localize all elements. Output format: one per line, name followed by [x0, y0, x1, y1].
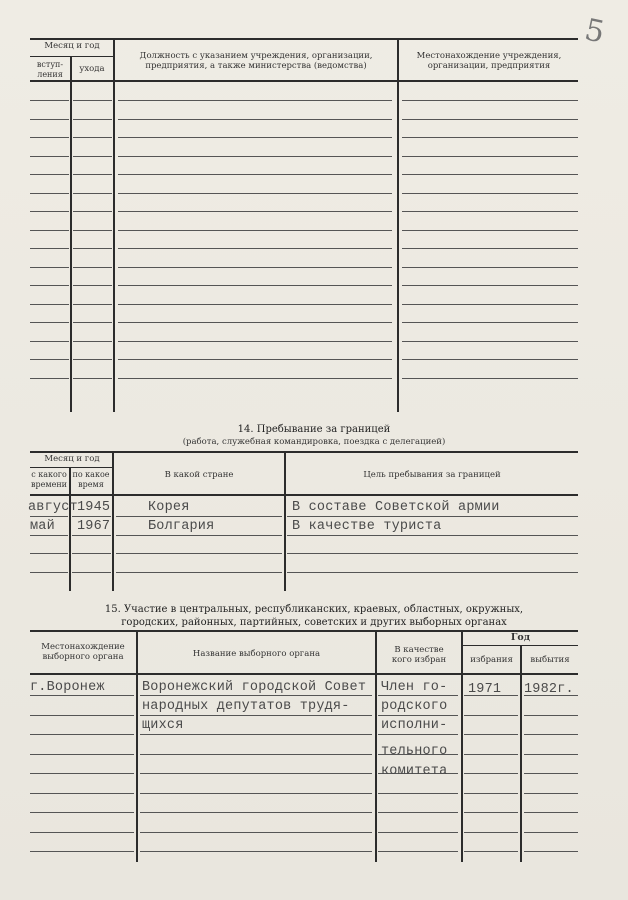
ruled-line — [72, 516, 111, 517]
abroad-from: август — [28, 500, 78, 515]
ruled-line — [140, 754, 372, 755]
ruled-line — [30, 715, 134, 716]
ruled-line — [116, 553, 282, 554]
left-year: 1982г. — [524, 682, 574, 697]
ruled-line — [464, 793, 518, 794]
ruled-line — [118, 304, 392, 305]
ruled-line — [30, 211, 69, 212]
ruled-line — [72, 535, 111, 536]
ruled-line — [118, 322, 392, 323]
ruled-line — [287, 516, 578, 517]
ruled-line — [30, 137, 69, 138]
ruled-line — [524, 715, 578, 716]
ruled-line — [118, 341, 392, 342]
ruled-line — [72, 572, 111, 573]
ruled-line — [30, 695, 134, 696]
ruled-line — [118, 230, 392, 231]
ruled-line — [402, 267, 578, 268]
ruled-line — [524, 793, 578, 794]
ruled-line — [402, 304, 578, 305]
ruled-line — [73, 359, 112, 360]
ruled-line — [30, 230, 69, 231]
elected-capacity-header: В качестве кого избран — [391, 645, 447, 665]
ruled-line — [30, 119, 69, 120]
ruled-line — [30, 851, 134, 852]
ruled-line — [30, 793, 134, 794]
ruled-line — [73, 378, 112, 379]
ruled-line — [402, 285, 578, 286]
col-purpose-header: Цель пребывания за границей — [363, 470, 501, 480]
ruled-line — [30, 572, 68, 573]
ruled-line — [73, 119, 112, 120]
ruled-line — [30, 341, 69, 342]
ruled-line — [30, 304, 69, 305]
ruled-line — [402, 174, 578, 175]
ruled-line — [402, 119, 578, 120]
ruled-line — [116, 516, 282, 517]
elected-capacity-line: комитета — [381, 764, 448, 779]
ruled-line — [73, 230, 112, 231]
col-from-header: с какого времени — [31, 470, 67, 489]
ruled-line — [402, 193, 578, 194]
ruled-line — [72, 553, 111, 554]
ruled-line — [140, 695, 372, 696]
ruled-line — [118, 378, 392, 379]
ruled-line — [140, 793, 372, 794]
ruled-line — [140, 851, 372, 852]
ruled-line — [73, 100, 112, 101]
ruled-line — [118, 267, 392, 268]
left-year-header: выбытия — [530, 655, 570, 665]
page-number: 5 — [581, 12, 608, 51]
ruled-line — [30, 832, 134, 833]
elected-name-line: народных депутатов трудя- — [142, 699, 350, 714]
ruled-line — [378, 715, 458, 716]
elected-location: г.Воронеж — [30, 680, 105, 695]
ruled-line — [118, 156, 392, 157]
ruled-line — [73, 193, 112, 194]
ruled-line — [30, 516, 68, 517]
ruled-line — [30, 359, 69, 360]
ruled-line — [140, 734, 372, 735]
ruled-line — [118, 174, 392, 175]
ruled-line — [464, 832, 518, 833]
ruled-line — [140, 715, 372, 716]
elected-name-line: щихся — [142, 718, 184, 733]
section14-title: 14. Пребывание за границей — [237, 424, 391, 435]
ruled-line — [30, 248, 69, 249]
ruled-line — [378, 734, 458, 735]
ruled-line — [118, 193, 392, 194]
ruled-line — [402, 100, 578, 101]
elected-year-header: избрания — [470, 655, 513, 665]
ruled-line — [140, 773, 372, 774]
section15-title-line2: городских, районных, партийных, советских и других выборных органах — [121, 617, 507, 628]
ruled-line — [402, 359, 578, 360]
ruled-line — [30, 285, 69, 286]
ruled-line — [378, 832, 458, 833]
ruled-line — [402, 378, 578, 379]
ruled-line — [30, 193, 69, 194]
ruled-line — [73, 248, 112, 249]
elected-capacity-line: исполни- — [381, 718, 448, 733]
ruled-line — [402, 211, 578, 212]
abroad-month-year-header: Месяц и год — [44, 454, 100, 464]
ruled-line — [402, 230, 578, 231]
col-location-header: Местонахождение учреждения, организации, предприятия — [416, 51, 562, 71]
ruled-line — [287, 535, 578, 536]
ruled-line — [378, 812, 458, 813]
abroad-country: Болгария — [148, 519, 215, 534]
col-country-header: В какой стране — [164, 470, 234, 480]
ruled-line — [524, 832, 578, 833]
abroad-purpose: В составе Советской армии — [292, 500, 500, 515]
col-exit-header: ухода — [79, 64, 105, 74]
section15-title-line1: 15. Участие в центральных, республиканских, краевых, областных, окружных, — [104, 604, 524, 615]
ruled-line — [118, 211, 392, 212]
ruled-line — [73, 285, 112, 286]
ruled-line — [378, 695, 458, 696]
ruled-line — [402, 341, 578, 342]
ruled-line — [116, 572, 282, 573]
ruled-line — [378, 793, 458, 794]
ruled-line — [524, 812, 578, 813]
ruled-line — [524, 754, 578, 755]
ruled-line — [287, 572, 578, 573]
ruled-line — [464, 734, 518, 735]
ruled-line — [73, 304, 112, 305]
ruled-line — [30, 100, 69, 101]
section14-subtitle: (работа, служебная командировка, поездка с делегацией) — [182, 437, 446, 447]
abroad-from: май — [30, 519, 55, 534]
elected-year: 1971 — [468, 682, 502, 697]
ruled-line — [464, 754, 518, 755]
ruled-line — [464, 812, 518, 813]
ruled-line — [118, 100, 392, 101]
ruled-line — [30, 174, 69, 175]
ruled-line — [118, 285, 392, 286]
ruled-line — [118, 137, 392, 138]
elected-name-header: Название выборного органа — [192, 649, 321, 659]
year-header: Год — [510, 632, 531, 643]
ruled-line — [73, 322, 112, 323]
ruled-line — [378, 851, 458, 852]
ruled-line — [464, 851, 518, 852]
col-to-header: по какое время — [72, 470, 110, 489]
ruled-line — [118, 359, 392, 360]
ruled-line — [524, 734, 578, 735]
ruled-line — [73, 174, 112, 175]
ruled-line — [30, 156, 69, 157]
abroad-purpose: В качестве туриста — [292, 519, 442, 534]
ruled-line — [30, 754, 134, 755]
ruled-line — [402, 248, 578, 249]
ruled-line — [287, 553, 578, 554]
col-position-header: Должность с указанием учреждения, организации, предприятия, а также министерства (ведомства) — [139, 51, 373, 71]
ruled-line — [140, 832, 372, 833]
ruled-line — [30, 812, 134, 813]
ruled-line — [140, 812, 372, 813]
ruled-line — [73, 211, 112, 212]
ruled-line — [464, 715, 518, 716]
ruled-line — [524, 773, 578, 774]
ruled-line — [73, 267, 112, 268]
ruled-line — [524, 851, 578, 852]
ruled-line — [402, 156, 578, 157]
abroad-to: 1945 — [77, 500, 111, 515]
ruled-line — [116, 535, 282, 536]
elected-name-line: Воронежский городской Совет — [142, 680, 367, 695]
ruled-line — [402, 322, 578, 323]
month-year-header: Месяц и год — [44, 41, 100, 51]
ruled-line — [30, 322, 69, 323]
col-entry-header: вступ- ления — [36, 60, 64, 79]
ruled-line — [30, 773, 134, 774]
abroad-to: 1967 — [77, 519, 111, 534]
elected-capacity-line: Член го- — [381, 680, 448, 695]
ruled-line — [30, 734, 134, 735]
ruled-line — [464, 773, 518, 774]
ruled-line — [30, 553, 68, 554]
ruled-line — [30, 267, 69, 268]
ruled-line — [118, 119, 392, 120]
ruled-line — [30, 535, 68, 536]
ruled-line — [73, 156, 112, 157]
ruled-line — [73, 137, 112, 138]
elected-capacity-line: тельного — [381, 744, 448, 759]
elected-capacity-line: родского — [381, 699, 448, 714]
ruled-line — [73, 341, 112, 342]
elected-location-header: Местонахождение выборного органа — [41, 642, 125, 662]
ruled-line — [30, 378, 69, 379]
ruled-line — [402, 137, 578, 138]
ruled-line — [118, 248, 392, 249]
abroad-country: Корея — [148, 500, 190, 515]
